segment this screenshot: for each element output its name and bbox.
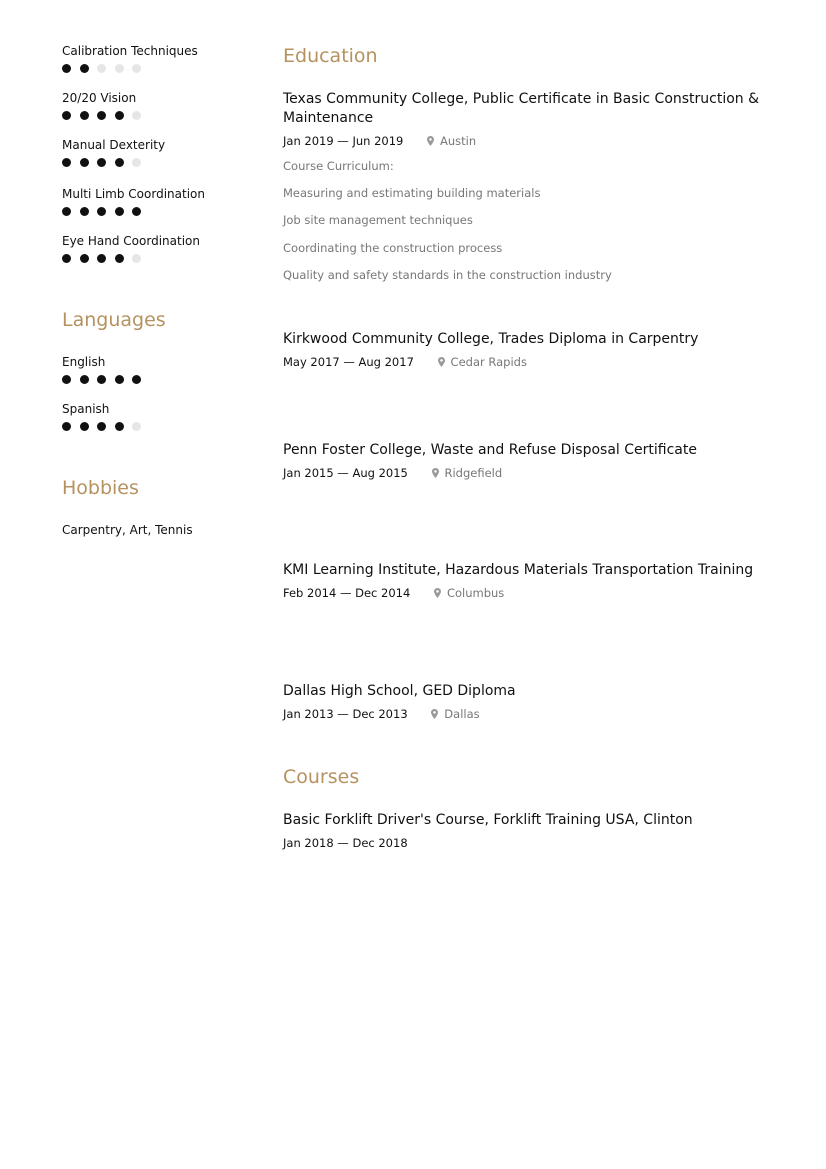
education-entry [283, 330, 763, 370]
rating-dot-filled [115, 111, 124, 120]
rating-dot-empty [115, 64, 124, 73]
entry-title: Dallas High School, GED Diploma [283, 683, 516, 699]
rating-dot-filled [97, 254, 106, 263]
rating-dot-filled [62, 207, 71, 216]
skill-label: Multi Limb Coordination [62, 187, 205, 201]
rating-dot-empty [132, 64, 141, 73]
rating-dot-filled [80, 111, 89, 120]
skill-level-dots [62, 207, 142, 217]
rating-dot-empty [132, 111, 141, 120]
entry-title: Kirkwood Community College, Trades Diploma in Carpentry [283, 331, 699, 347]
rating-dot-empty [132, 254, 141, 263]
language-label: English [62, 355, 106, 369]
entry-meta [283, 354, 763, 370]
rating-dot-filled [80, 254, 89, 263]
entry-location [427, 134, 476, 148]
entry-location [431, 707, 479, 721]
skill-label: Calibration Techniques [62, 44, 198, 58]
entry-meta [283, 465, 763, 481]
skill-level-dots [62, 254, 142, 264]
rating-dot-empty [132, 422, 141, 431]
entry-date: Jan 2015 — Aug 2015 [283, 466, 408, 480]
skill-level-dots [62, 111, 142, 121]
rating-dot-filled [115, 158, 124, 167]
rating-dot-filled [62, 375, 71, 384]
entry-location [438, 355, 527, 369]
entry-location [432, 466, 503, 480]
curriculum-item: Coordinating the construction process [283, 240, 503, 255]
rating-dot-filled [80, 422, 89, 431]
rating-dot-filled [80, 158, 89, 167]
entry-meta [283, 585, 763, 601]
entry-date: Jan 2019 — Jun 2019 [283, 134, 404, 148]
courses-heading: Courses [283, 766, 360, 788]
entry-title: Basic Forklift Driver's Course, Forklift Training USA, Clinton [283, 812, 693, 828]
rating-dot-filled [62, 254, 71, 263]
hobbies-heading: Hobbies [62, 477, 139, 499]
rating-dot-filled [97, 111, 106, 120]
languages-heading: Languages [62, 309, 166, 331]
location-text: Austin [440, 134, 477, 148]
rating-dot-filled [115, 422, 124, 431]
course-entry [283, 811, 763, 851]
rating-dot-empty [132, 158, 141, 167]
course-curriculum [283, 158, 763, 283]
curriculum-heading: Course Curriculum: [283, 159, 394, 173]
entry-date: Feb 2014 — Dec 2014 [283, 586, 411, 600]
curriculum-item: Measuring and estimating building materials [283, 185, 541, 200]
entry-meta [283, 835, 763, 851]
entry-date: May 2017 — Aug 2017 [283, 355, 414, 369]
location-text: Ridgefield [444, 466, 503, 480]
map-pin-icon [434, 588, 441, 598]
rating-dot-empty [97, 64, 106, 73]
entry-location [434, 586, 504, 600]
map-pin-icon [431, 709, 438, 719]
rating-dot-filled [97, 207, 106, 216]
entry-title: Texas Community College, Public Certificate in Basic Construction & Maintenance [283, 91, 760, 126]
curriculum-item: Quality and safety standards in the construction industry [283, 268, 612, 282]
rating-dot-filled [80, 64, 89, 73]
map-pin-icon [438, 357, 445, 367]
language-label: Spanish [62, 402, 110, 416]
entry-title: KMI Learning Institute, Hazardous Materials Transportation Training [283, 562, 754, 578]
skill-label: Manual Dexterity [62, 138, 166, 152]
education-entry [283, 441, 763, 481]
education-heading: Education [283, 45, 378, 67]
education-entry [283, 90, 763, 295]
curriculum-item: Job site management techniques [283, 213, 473, 227]
rating-dot-filled [62, 64, 71, 73]
rating-dot-filled [132, 375, 141, 384]
map-pin-icon [432, 468, 439, 478]
entry-date: Jan 2013 — Dec 2013 [283, 707, 408, 721]
map-pin-icon [427, 136, 434, 146]
rating-dot-filled [62, 422, 71, 431]
hobbies-text: Carpentry, Art, Tennis [62, 523, 193, 537]
education-entry [283, 682, 763, 722]
location-text: Columbus [446, 586, 505, 600]
education-entry [283, 561, 763, 601]
entry-meta [283, 706, 763, 722]
rating-dot-filled [80, 375, 89, 384]
location-text: Cedar Rapids [450, 355, 527, 369]
skill-level-dots [62, 64, 142, 74]
rating-dot-filled [80, 207, 89, 216]
entry-meta [283, 133, 763, 149]
rating-dot-filled [97, 158, 106, 167]
entry-title: Penn Foster College, Waste and Refuse Disposal Certificate [283, 442, 697, 458]
skill-label: Eye Hand Coordination [62, 234, 200, 248]
rating-dot-filled [97, 375, 106, 384]
rating-dot-filled [132, 207, 141, 216]
entry-date: Jan 2018 — Dec 2018 [283, 836, 408, 850]
language-level-dots [62, 422, 142, 432]
language-level-dots [62, 375, 142, 385]
location-text: Dallas [444, 707, 480, 721]
skill-label: 20/20 Vision [62, 91, 137, 105]
rating-dot-filled [97, 422, 106, 431]
rating-dot-filled [115, 207, 124, 216]
rating-dot-filled [62, 158, 71, 167]
rating-dot-filled [62, 111, 71, 120]
skill-level-dots [62, 158, 142, 168]
rating-dot-filled [115, 254, 124, 263]
rating-dot-filled [115, 375, 124, 384]
